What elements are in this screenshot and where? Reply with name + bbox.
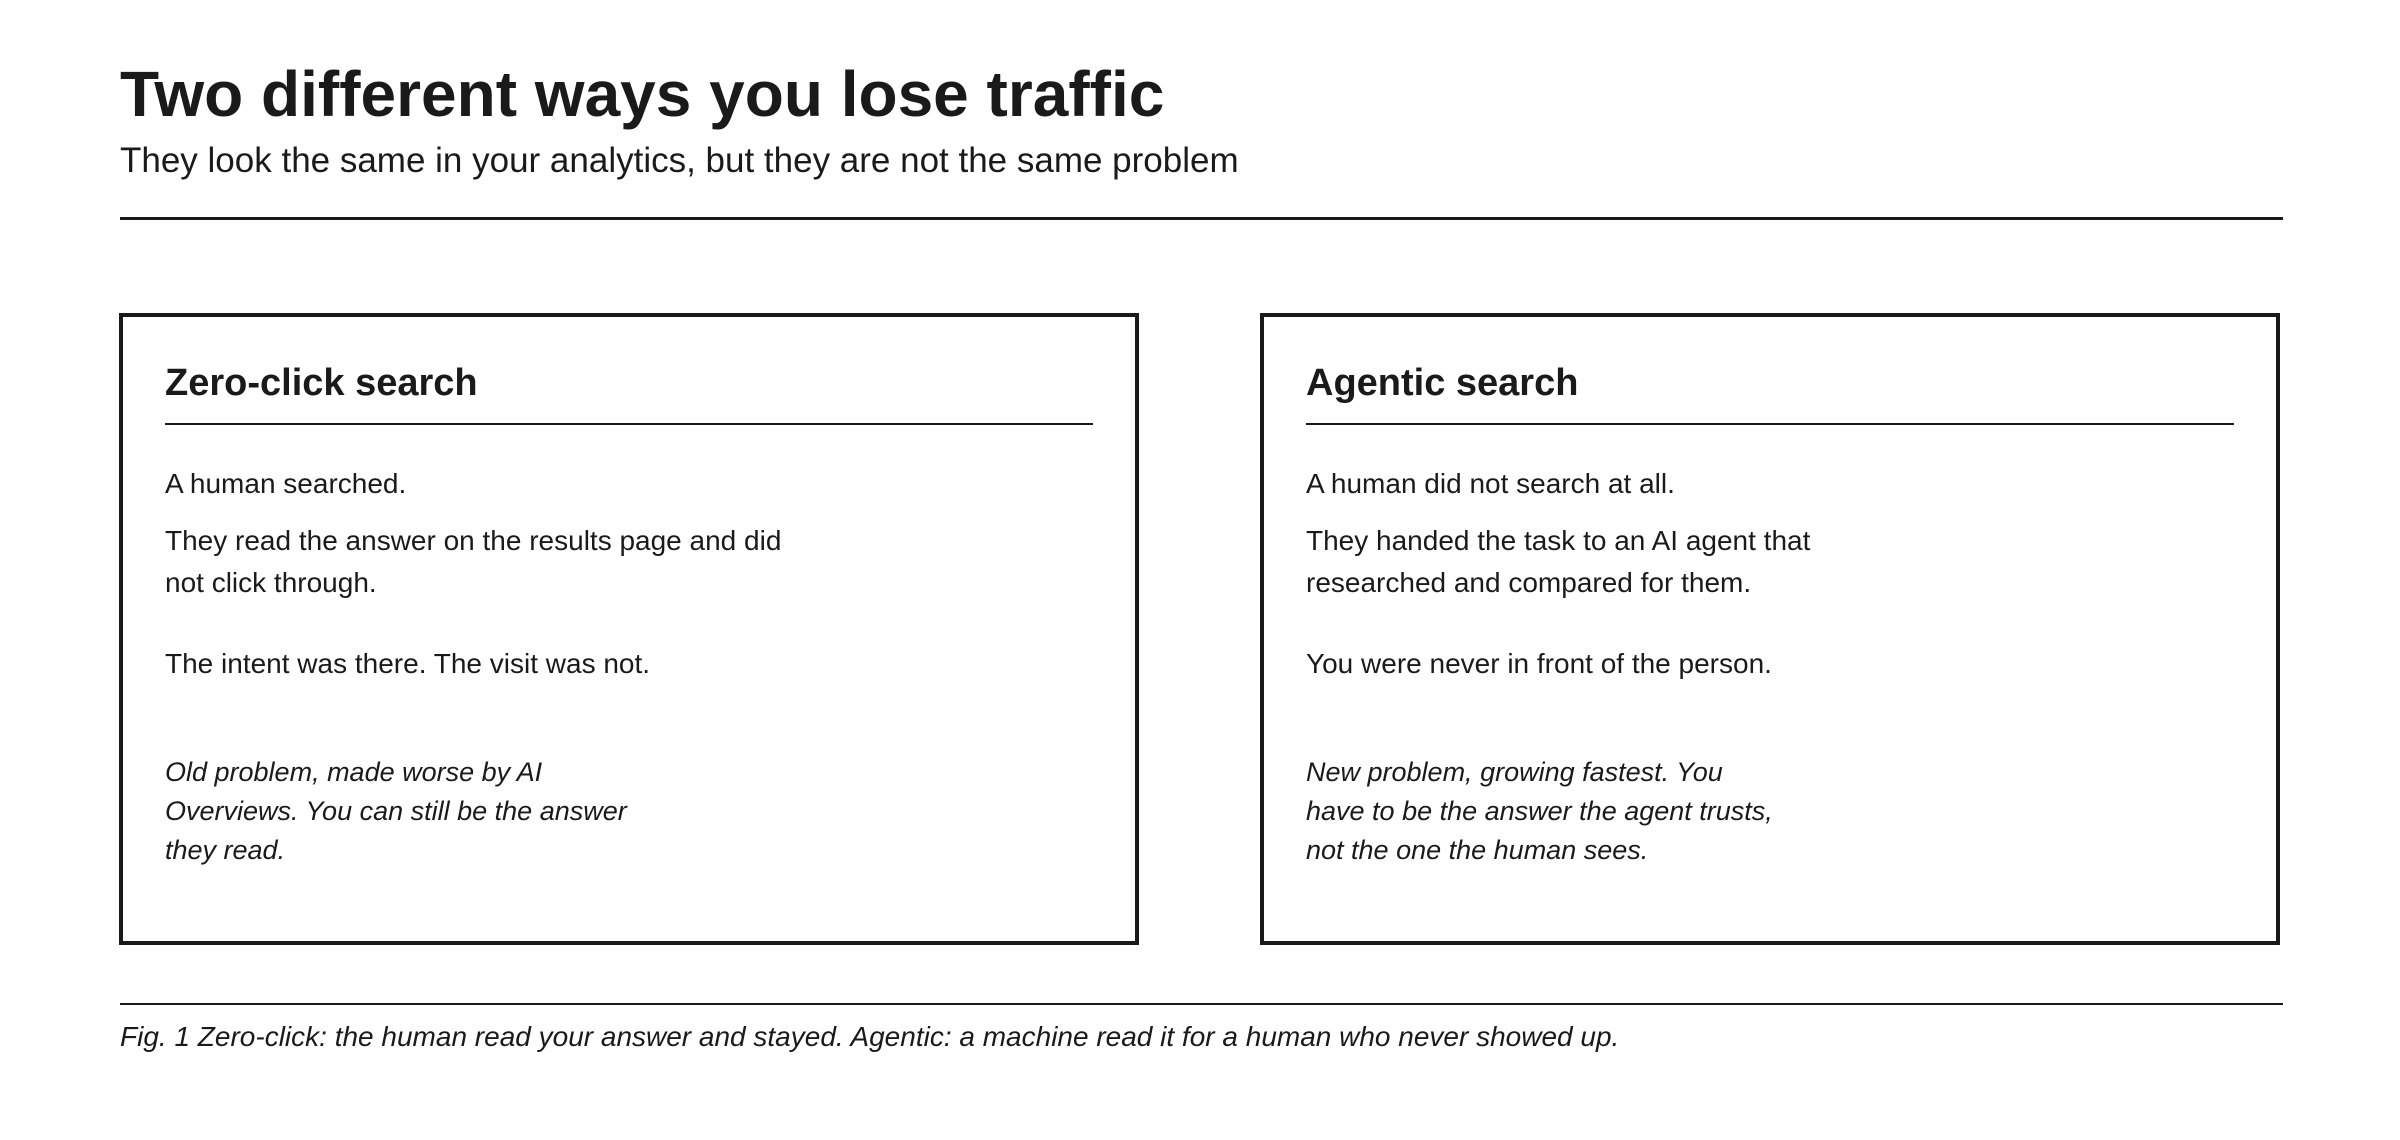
zero-click-statement: A human searched. (165, 468, 407, 499)
agentic-note: New problem, growing fastest. You have to be the answer the agent trusts, not the one the human sees. (1306, 757, 1773, 865)
agentic-summary: You were never in front of the person. (1306, 648, 1772, 679)
zero-click-description: They read the answer on the results page and did not click through. (165, 525, 782, 598)
agentic-card-title: Agentic search (1306, 362, 1579, 404)
agentic-statement: A human did not search at all. (1306, 468, 1675, 499)
header-divider (120, 217, 2283, 220)
zero-click-note: Old problem, made worse by AI Overviews. You can still be the answer they read. (165, 757, 627, 865)
page-subtitle: They look the same in your analytics, but they are not the same problem (120, 141, 1239, 180)
zero-click-card-divider (165, 423, 1093, 425)
figure-caption: Fig. 1 Zero-click: the human read your answer and stayed. Agentic: a machine read it for a human who never showed up. (120, 1021, 1620, 1052)
agentic-card (1260, 313, 2280, 945)
agentic-description: They handed the task to an AI agent that researched and compared for them. (1306, 525, 1811, 598)
footer-divider (120, 1003, 2283, 1005)
page-title: Two different ways you lose traffic (120, 58, 1165, 130)
agentic-card-divider (1306, 423, 2234, 425)
zero-click-card (119, 313, 1139, 945)
zero-click-summary: The intent was there. The visit was not. (165, 648, 651, 679)
zero-click-card-title: Zero-click search (165, 362, 478, 404)
